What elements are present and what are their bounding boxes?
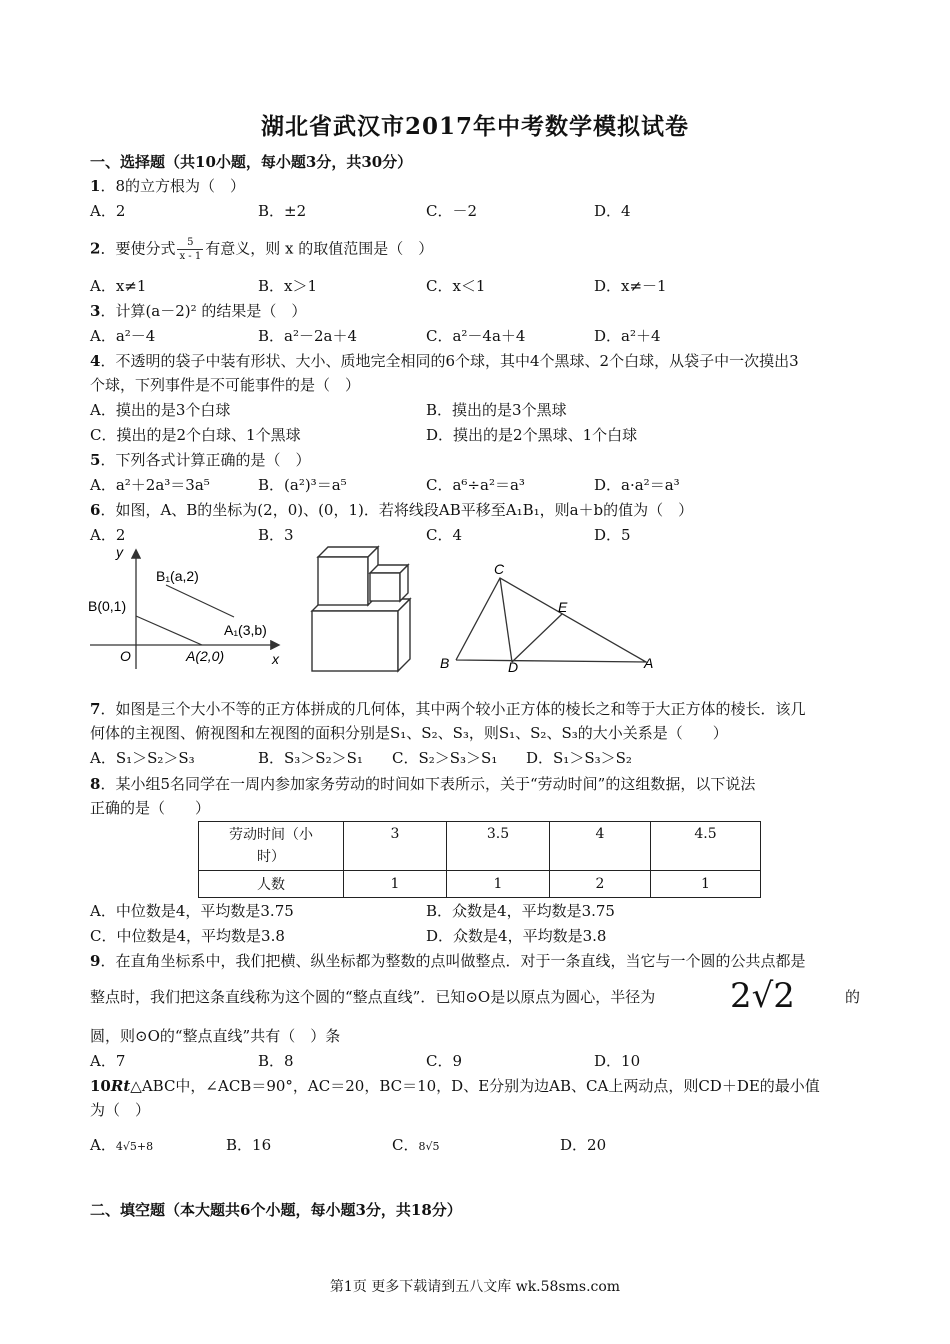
q10-option-d: D．20 [560, 1136, 607, 1154]
table-header-cell: 人数 [199, 871, 344, 898]
q5-option-a: A．a²＋2a³＝3a⁵ [90, 476, 210, 494]
q7-option-c: C．S₂＞S₃＞S₁ [392, 749, 498, 767]
large-cube-front [312, 611, 398, 671]
q6-option-d: D．5 [594, 526, 631, 544]
q4-option-d: D．摸出的是2个黑球、1个白球 [426, 426, 638, 444]
q10-option-c-value: 8√5 [418, 1140, 440, 1153]
table-cell: 1 [651, 871, 761, 898]
segment-cd [500, 578, 512, 662]
question-4-cont: 个球，下列事件是不可能事件的是（ ） [90, 376, 361, 394]
large-cube-side [398, 599, 410, 671]
question-8: 8．某小组5名同学在一周内参加家务劳动的时间如下表所示，关于“劳动时间”的这组数据，以下说法 [90, 775, 756, 793]
segment-a1b1 [166, 585, 234, 617]
page-title: 湖北省武汉市2017年中考数学模拟试卷 [260, 113, 689, 140]
table-cell: 4 [550, 822, 651, 871]
q1-option-a: A．2 [90, 202, 126, 220]
q3-option-c: C．a²－4a＋4 [426, 327, 526, 345]
section-1-heading: 一、选择题（共10小题，每小题3分，共30分） [90, 153, 413, 171]
q5-option-b: B．(a²)³＝a⁵ [258, 476, 347, 494]
q7-option-d: D．S₁＞S₃＞S₂ [526, 749, 632, 767]
question-2: 2．要使分式 $\frac{5}{x - 1}$ 有意义，则 x 的取值范围是（ ） [90, 237, 434, 262]
question-9: 9．在直角坐标系中，我们把横、纵坐标都为整数的点叫做整点．对于一条直线，当它与一个圆的公共点都是 [90, 952, 806, 970]
q5-option-c: C．a⁶÷a²＝a³ [426, 476, 525, 494]
page-footer: 第1页 更多下载请到五八文库 wk.58sms.com [329, 1279, 621, 1295]
q1-option-b: B．±2 [258, 202, 307, 220]
labor-time-table [198, 821, 761, 898]
question-9-cont-end: 的 [845, 988, 861, 1006]
point-b-label: B(0,1) [88, 598, 127, 614]
point-a-label: A(2,0) [186, 648, 225, 664]
question-10-cont: 为（ ） [90, 1101, 151, 1119]
fraction: $\frac{5}{x - 1}$ [179, 237, 202, 262]
q3-option-b: B．a²－2a＋4 [258, 327, 358, 345]
q2-option-b: B．x＞1 [258, 277, 318, 295]
vertex-c-label: C [494, 561, 505, 577]
question-7-cont: 何体的主视图、俯视图和左视图的面积分别是S₁、S₂、S₃，则S₁、S₂、S₃的大小关系是（ ） [90, 724, 728, 742]
q9-option-b: B．8 [258, 1052, 294, 1070]
point-b1-label: B₁(a,2) [156, 568, 199, 584]
point-e-label: E [558, 599, 568, 615]
q8-option-a: A．中位数是4，平均数是3.75 [90, 902, 294, 920]
q4-option-b: B．摸出的是3个黑球 [426, 401, 567, 419]
q8-option-b: B．众数是4，平均数是3.75 [426, 902, 615, 920]
point-a1-label: A₁(3,b) [224, 622, 267, 638]
table-cell: 3.5 [447, 822, 550, 871]
table-header-cell: 劳动时间（小 时） [199, 822, 344, 871]
q4-option-a: A．摸出的是3个白球 [90, 401, 231, 419]
question-4: 4．不透明的袋子中装有形状、大小、质地完全相同的6个球，其中4个黑球、2个白球，从袋子中一次摸出3 [90, 352, 799, 370]
q1-option-d: D．4 [594, 202, 631, 220]
segment-de [512, 614, 562, 662]
q7-option-a: A．S₁＞S₂＞S₃ [90, 749, 195, 767]
table-cell: 2 [550, 871, 651, 898]
q3-option-d: D．a²＋4 [594, 327, 661, 345]
medium-cube-front [318, 557, 368, 605]
triangle-figure [436, 560, 666, 672]
vertex-b-label: B [440, 655, 450, 671]
q2-option-d: D．x≠－1 [594, 277, 667, 295]
y-label: y [116, 544, 123, 560]
q8-option-d: D．众数是4，平均数是3.8 [426, 927, 607, 945]
q9-option-a: A．7 [90, 1052, 126, 1070]
segment-ab [136, 616, 202, 645]
table-row [199, 822, 761, 871]
q10-option-c: C．8√5 [392, 1136, 440, 1154]
q9-option-d: D．10 [594, 1052, 641, 1070]
origin-label: O [120, 648, 131, 664]
q10-option-a: A．4√5+8 [90, 1136, 154, 1154]
point-d-label: D [508, 659, 519, 672]
triangle-abc [456, 578, 646, 662]
q7-option-b: B．S₃＞S₂＞S₁ [258, 749, 363, 767]
q3-option-a: A．a²－4 [90, 327, 156, 345]
cubes-figure [306, 545, 416, 673]
q9-option-c: C．9 [426, 1052, 463, 1070]
q2-option-c: C．x＜1 [426, 277, 486, 295]
question-9-cont2: 圆，则⊙O的“整点直线”共有（ ）条 [90, 1027, 341, 1045]
q10-option-a-value: 4√5+8 [115, 1140, 154, 1153]
q1-option-c: C．－2 [426, 202, 478, 220]
table-cell: 3 [344, 822, 447, 871]
question-1: 1．8的立方根为（ ） [90, 177, 245, 195]
small-cube-front [370, 573, 400, 601]
table-row [199, 871, 761, 898]
q8-option-c: C．中位数是4，平均数是3.8 [90, 927, 285, 945]
q4-option-c: C．摸出的是2个白球、1个黑球 [90, 426, 301, 444]
q5-option-d: D．a·a²＝a³ [594, 476, 680, 494]
q10-option-b: B．16 [226, 1136, 272, 1154]
q6-option-a: A．2 [90, 526, 126, 544]
question-5: 5．下列各式计算正确的是（ ） [90, 451, 311, 469]
q2-option-a: A．x≠1 [90, 277, 147, 295]
coordinate-figure [86, 543, 296, 673]
table-cell: 1 [447, 871, 550, 898]
question-3: 3．计算(a－2)² 的结果是（ ） [90, 302, 307, 320]
question-7: 7．如图是三个大小不等的正方体拼成的几何体，其中两个较小正方体的棱长之和等于大正方体的棱长．该几 [90, 700, 806, 718]
section-2-heading: 二、填空题（本大题共6个小题，每小题3分，共18分） [90, 1201, 462, 1219]
vertex-a-label: A [644, 655, 654, 671]
question-10: 10Rt△ABC中，∠ACB＝90°，AC＝20，BC＝10，D、E分别为边AB、CA上两动点，则CD＋DE的最小值 [90, 1077, 820, 1095]
q6-option-c: C．4 [426, 526, 463, 544]
table-cell: 1 [344, 871, 447, 898]
q6-option-b: B．3 [258, 526, 294, 544]
x-label: x [272, 651, 279, 667]
question-6: 6．如图，A、B的坐标为(2，0)、(0，1)．若将线段AB平移至A₁B₁，则a＋b的值为（ ） [90, 501, 694, 519]
table-cell: 4.5 [651, 822, 761, 871]
radius-value: 2√2 [730, 976, 795, 1016]
question-9-cont: 整点时，我们把这条直线称为这个圆的“整点直线”．已知⊙O是以原点为圆心，半径为 [90, 988, 656, 1006]
question-8-cont: 正确的是（ ） [90, 799, 211, 817]
